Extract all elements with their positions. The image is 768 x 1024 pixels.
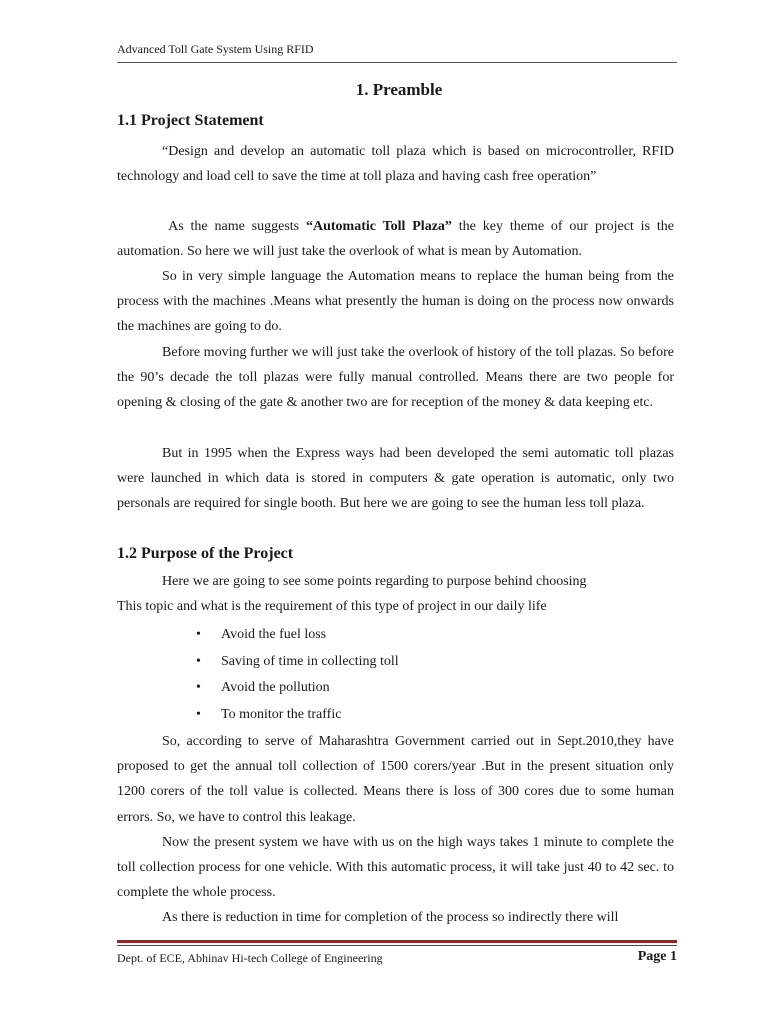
running-header: Advanced Toll Gate System Using RFID (117, 42, 314, 56)
para-text-bold: “Automatic Toll Plaza” (305, 219, 452, 234)
para-text: So in very simple language the Automation means to replace the human being from the process with the machines .Means what presently the human is doing on the process now onwards the machines are going to do. (117, 269, 674, 335)
section-heading-project-statement: 1.1 Project Statement (117, 112, 264, 129)
purpose-bullet-list (196, 622, 399, 728)
page-number: Page 1 (637, 949, 677, 964)
list-item-text: To monitor the traffic (221, 706, 342, 722)
paragraph-toll-history (117, 340, 674, 416)
bullet-icon: • (196, 653, 201, 669)
para-text: Before moving further we will just take the overlook of history of the toll plazas. So before the 90’s decade the toll plazas were fully manual controlled. Means there are two people for opening & closing of the gate & another two are for reception of the money & data keeping etc. (117, 345, 674, 411)
paragraph-project-statement-quote (117, 139, 674, 189)
para-text: As there is reduction in time for completion of the process so indirectly there will (162, 910, 619, 925)
footer-rule-thin (117, 945, 677, 946)
paragraph-present-system (117, 830, 674, 906)
para-text: Now the present system we have with us on the high ways takes 1 minute to complete the toll collection process for one vehicle. With this automatic process, it will take just 40 to 42 sec. to complete the whole process. (117, 835, 674, 901)
para-text-pre: As the name suggests (162, 219, 306, 234)
list-item (196, 649, 399, 676)
header-rule (117, 62, 677, 63)
list-item-text: Avoid the pollution (221, 680, 330, 695)
chapter-title: 1. Preamble (355, 80, 443, 99)
list-item-text: Avoid the fuel loss (221, 627, 327, 642)
para-text-post: the key theme of our project is the automation. So here we will just take the overlook of what is mean by Automation. (117, 219, 674, 260)
paragraph-time-reduction (117, 905, 674, 930)
paragraph-automation-theme (117, 214, 674, 264)
purpose-intro-line-2: This topic and what is the requirement of this type of project in our daily life (117, 599, 547, 614)
paragraph-maharashtra-survey (117, 729, 674, 830)
footer-rule-thick (117, 940, 677, 943)
purpose-intro-line-1: Here we are going to see some points regarding to purpose behind choosing (162, 574, 587, 589)
paragraph-automation-meaning (117, 264, 674, 340)
footer-department: Dept. of ECE, Abhinav Hi-tech College of Engineering (117, 951, 383, 965)
list-item (196, 675, 399, 702)
paragraph-semi-automatic (117, 441, 674, 517)
bullet-icon: • (196, 706, 201, 722)
bullet-icon: • (196, 627, 201, 642)
bullet-icon: • (196, 680, 201, 695)
section-heading-purpose: 1.2 Purpose of the Project (117, 545, 294, 562)
para-text: So, according to serve of Maharashtra Government carried out in Sept.2010,they have proposed to get the annual toll collection of 1500 corers/year .But in the present situation only 1200 corers of the toll value is collected. Means there is loss of 300 cores due to some human errors. So, we have to control this leakage. (117, 734, 674, 825)
quote-text: “Design and develop an automatic toll plaza which is based on microcontroller, RFID technology and load cell to save the time at toll plaza and having cash free operation” (117, 144, 674, 185)
list-item (196, 622, 399, 649)
list-item (196, 702, 399, 729)
para-text: But in 1995 when the Express ways had been developed the semi automatic toll plazas were launched in which data is stored in computers & gate operation is automatic, only two personals are required for single booth. But here we are going to see the human less toll plaza. (117, 446, 674, 512)
list-item-text: Saving of time in collecting toll (221, 653, 399, 669)
